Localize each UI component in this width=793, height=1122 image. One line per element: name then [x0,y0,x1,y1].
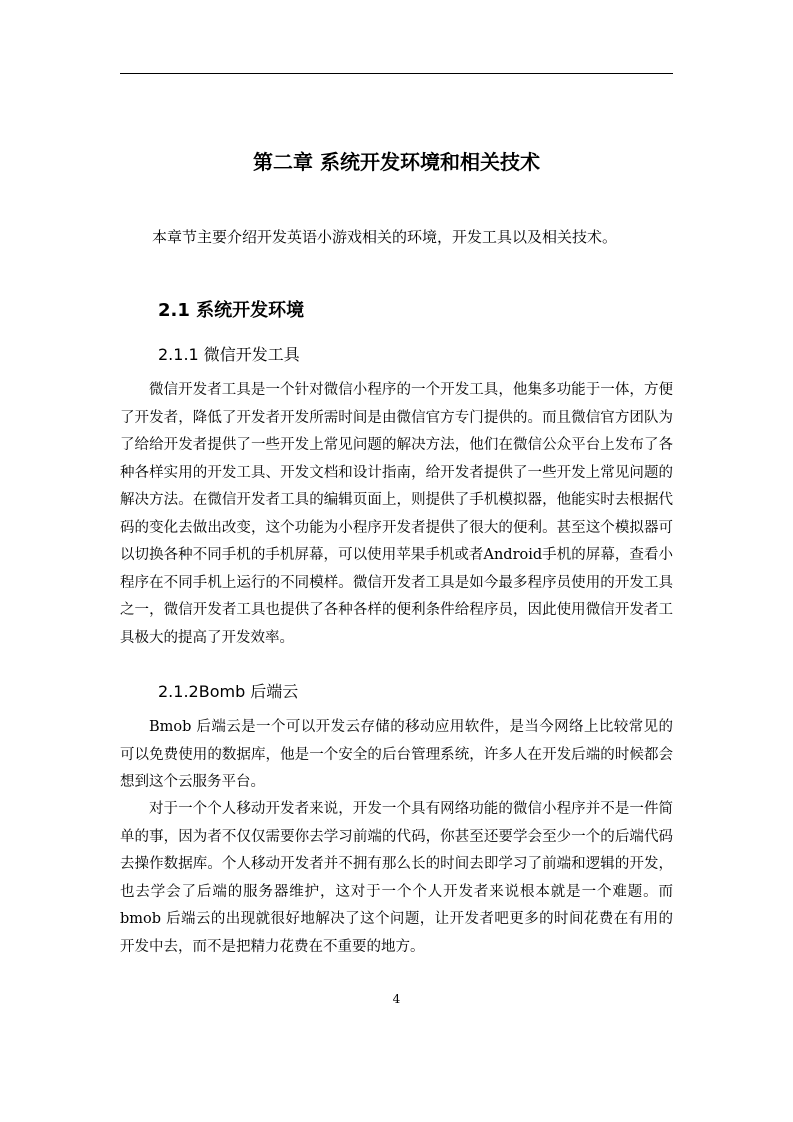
paragraph-bmob-detail: 对于一个个人移动开发者来说，开发一个具有网络功能的微信小程序并不是一件简单的事，因为者不仅仅需要你去学习前端的代码，你甚至还要学会至少一个的后端代码去操作数据库。个人移动开发者并不拥有那么长的时间去即学习了前端和逻辑的开发，也去学会了后端的服务器维护，这对于一个个人开发者来说根本就是一个难题。而 bmob 后端云的出现就很好地解决了这个问题，让开发者吧更多的时间花费在有用的开发中去，而不是把精力花费在不重要的地方。 [120,801,673,955]
page-number: 4 [392,992,401,1006]
subsection-heading-wechat-tools: 2.1.1 微信开发工具 [158,345,300,364]
subsection-heading-bmob: 2.1.2Bomb 后端云 [158,682,299,701]
header-rule [120,73,673,74]
chapter-title: 第二章 系统开发环境和相关技术 [253,150,540,174]
paragraph-bmob-intro: Bmob 后端云是一个可以开发云存储的移动应用软件，是当今网络上比较常见的可以免费使用的数据库，他是一个安全的后台管理系统，许多人在开发后端的时候都会想到这个云服务平台。 [120,719,673,790]
chapter-intro: 本章节主要介绍开发英语小游戏相关的环境，开发工具以及相关技术。 [152,228,618,246]
section-heading: 2.1 系统开发环境 [158,300,305,321]
paragraph-wechat-tools: 微信开发者工具是一个针对微信小程序的一个开发工具，他集多功能于一体，方便了开发者，降低了开发者开发所需时间是由微信官方专门提供的。而且微信官方团队为了给给开发者提供了一些开发上常见问题的解决方法，他们在微信公众平台上发布了各种各样实用的开发工具、开发文档和设计指南，给开发者提供了一些开发上常见问题的解决方法。在微信开发者工具的编辑页面上，则提供了手机模拟器，他能实时去根据代码的变化去做出改变，这个功能为小程序开发者提供了很大的便利。甚至这个模拟器可以切换各种不同手机的手机屏幕，可以使用苹果手机或者Android手机的屏幕，查看小程序在不同手机上运行的不同模样。微信开发者工具是如今最多程序员使用的开发工具之一，微信开发者工具也提供了各种各样的便利条件给程序员，因此使用微信开发者工具极大的提高了开发效率。 [120,382,673,646]
